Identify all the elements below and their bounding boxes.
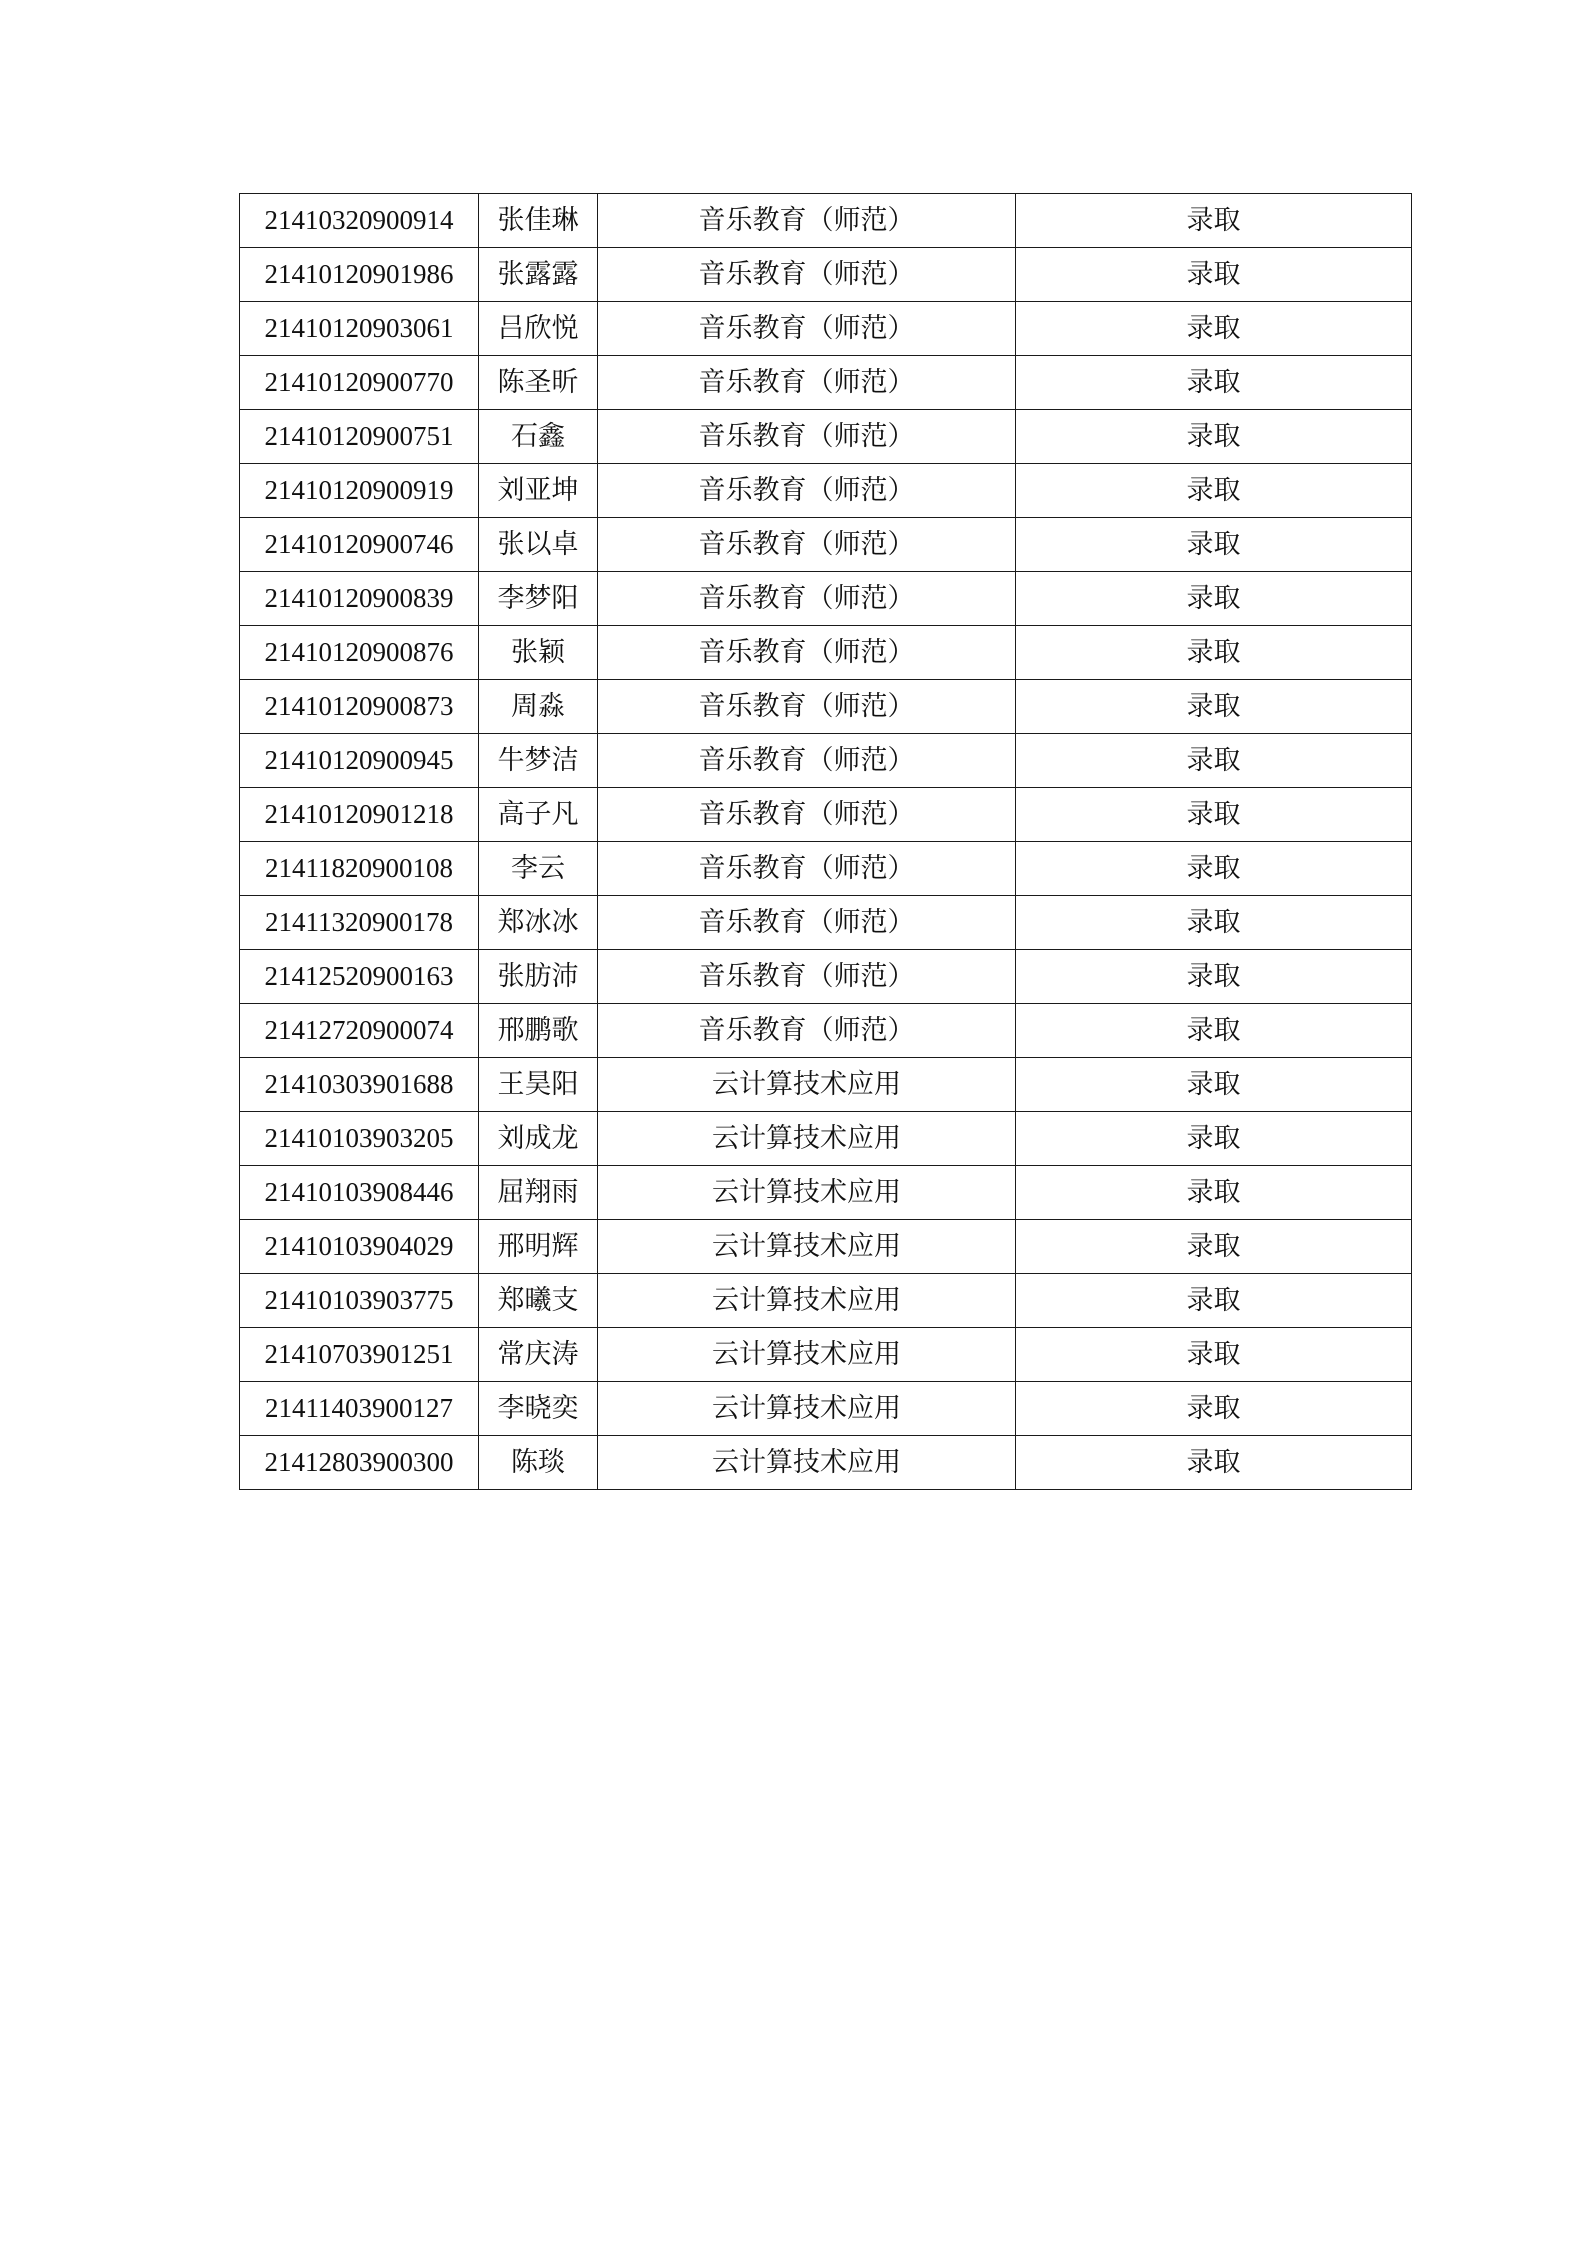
candidate-name-cell: 张露露 [479, 248, 598, 302]
major-cell: 音乐教育（师范） [598, 356, 1016, 410]
table-row [240, 572, 1412, 626]
candidate-id-cell: 21412720900074 [240, 1004, 479, 1058]
candidate-name-cell: 张佳琳 [479, 194, 598, 248]
candidate-id-cell: 21410120903061 [240, 302, 479, 356]
admission-result-cell: 录取 [1016, 248, 1412, 302]
table-row [240, 356, 1412, 410]
major-cell: 音乐教育（师范） [598, 194, 1016, 248]
candidate-id-cell: 21410120900839 [240, 572, 479, 626]
candidate-id-cell: 21410120900770 [240, 356, 479, 410]
table-row [240, 194, 1412, 248]
candidate-name-cell: 李云 [479, 842, 598, 896]
major-cell: 音乐教育（师范） [598, 626, 1016, 680]
table-row [240, 1382, 1412, 1436]
candidate-name-cell: 刘亚坤 [479, 464, 598, 518]
admission-result-cell: 录取 [1016, 626, 1412, 680]
admission-result-cell: 录取 [1016, 896, 1412, 950]
candidate-name-cell: 邢明辉 [479, 1220, 598, 1274]
table-row [240, 626, 1412, 680]
candidate-id-cell: 21410120900746 [240, 518, 479, 572]
admission-result-cell: 录取 [1016, 1436, 1412, 1490]
major-cell: 云计算技术应用 [598, 1058, 1016, 1112]
major-cell: 云计算技术应用 [598, 1112, 1016, 1166]
major-cell: 云计算技术应用 [598, 1220, 1016, 1274]
table-row [240, 1058, 1412, 1112]
candidate-name-cell: 高子凡 [479, 788, 598, 842]
admission-table-body [240, 194, 1412, 1490]
candidate-id-cell: 21410120900876 [240, 626, 479, 680]
admission-result-cell: 录取 [1016, 1382, 1412, 1436]
table-row [240, 1166, 1412, 1220]
admission-result-cell: 录取 [1016, 302, 1412, 356]
major-cell: 音乐教育（师范） [598, 896, 1016, 950]
candidate-name-cell: 张肪沛 [479, 950, 598, 1004]
candidate-id-cell: 21411820900108 [240, 842, 479, 896]
candidate-name-cell: 常庆涛 [479, 1328, 598, 1382]
candidate-name-cell: 郑冰冰 [479, 896, 598, 950]
major-cell: 音乐教育（师范） [598, 518, 1016, 572]
candidate-id-cell: 21410120900919 [240, 464, 479, 518]
candidate-name-cell: 张颖 [479, 626, 598, 680]
table-row [240, 896, 1412, 950]
candidate-name-cell: 屈翔雨 [479, 1166, 598, 1220]
admission-result-cell: 录取 [1016, 1004, 1412, 1058]
major-cell: 音乐教育（师范） [598, 1004, 1016, 1058]
major-cell: 音乐教育（师范） [598, 950, 1016, 1004]
table-row [240, 680, 1412, 734]
candidate-name-cell: 邢鹏歌 [479, 1004, 598, 1058]
admission-result-cell: 录取 [1016, 1220, 1412, 1274]
major-cell: 云计算技术应用 [598, 1166, 1016, 1220]
major-cell: 音乐教育（师范） [598, 410, 1016, 464]
table-row [240, 302, 1412, 356]
admission-result-cell: 录取 [1016, 1274, 1412, 1328]
major-cell: 音乐教育（师范） [598, 302, 1016, 356]
candidate-name-cell: 陈圣昕 [479, 356, 598, 410]
major-cell: 云计算技术应用 [598, 1328, 1016, 1382]
admission-result-cell: 录取 [1016, 788, 1412, 842]
table-row [240, 842, 1412, 896]
major-cell: 音乐教育（师范） [598, 680, 1016, 734]
candidate-name-cell: 陈琰 [479, 1436, 598, 1490]
table-row [240, 410, 1412, 464]
candidate-name-cell: 张以卓 [479, 518, 598, 572]
candidate-name-cell: 牛梦洁 [479, 734, 598, 788]
major-cell: 云计算技术应用 [598, 1274, 1016, 1328]
candidate-id-cell: 21411320900178 [240, 896, 479, 950]
candidate-name-cell: 郑曦支 [479, 1274, 598, 1328]
table-row [240, 1112, 1412, 1166]
candidate-id-cell: 21410120900751 [240, 410, 479, 464]
candidate-name-cell: 王昊阳 [479, 1058, 598, 1112]
admission-result-cell: 录取 [1016, 1058, 1412, 1112]
table-row [240, 248, 1412, 302]
candidate-id-cell: 21410120900873 [240, 680, 479, 734]
admission-result-cell: 录取 [1016, 410, 1412, 464]
admission-result-cell: 录取 [1016, 518, 1412, 572]
table-row [240, 464, 1412, 518]
admission-result-cell: 录取 [1016, 1166, 1412, 1220]
admission-result-cell: 录取 [1016, 842, 1412, 896]
candidate-id-cell: 21410120901218 [240, 788, 479, 842]
admission-result-cell: 录取 [1016, 1328, 1412, 1382]
admission-result-cell: 录取 [1016, 464, 1412, 518]
candidate-name-cell: 石鑫 [479, 410, 598, 464]
admission-result-cell: 录取 [1016, 734, 1412, 788]
candidate-id-cell: 21410703901251 [240, 1328, 479, 1382]
candidate-id-cell: 21412803900300 [240, 1436, 479, 1490]
table-row [240, 1220, 1412, 1274]
table-row [240, 788, 1412, 842]
candidate-id-cell: 21411403900127 [240, 1382, 479, 1436]
candidate-id-cell: 21410103903775 [240, 1274, 479, 1328]
admission-result-cell: 录取 [1016, 950, 1412, 1004]
table-row [240, 950, 1412, 1004]
major-cell: 音乐教育（师范） [598, 788, 1016, 842]
admission-result-cell: 录取 [1016, 680, 1412, 734]
candidate-id-cell: 21412520900163 [240, 950, 479, 1004]
major-cell: 音乐教育（师范） [598, 842, 1016, 896]
table-row [240, 1004, 1412, 1058]
major-cell: 音乐教育（师范） [598, 572, 1016, 626]
candidate-id-cell: 21410103908446 [240, 1166, 479, 1220]
candidate-id-cell: 21410103903205 [240, 1112, 479, 1166]
major-cell: 音乐教育（师范） [598, 464, 1016, 518]
admission-result-cell: 录取 [1016, 356, 1412, 410]
candidate-name-cell: 刘成龙 [479, 1112, 598, 1166]
admission-result-cell: 录取 [1016, 1112, 1412, 1166]
admission-result-cell: 录取 [1016, 572, 1412, 626]
major-cell: 云计算技术应用 [598, 1382, 1016, 1436]
candidate-name-cell: 周淼 [479, 680, 598, 734]
candidate-id-cell: 21410103904029 [240, 1220, 479, 1274]
candidate-id-cell: 21410320900914 [240, 194, 479, 248]
candidate-id-cell: 21410120900945 [240, 734, 479, 788]
candidate-id-cell: 21410120901986 [240, 248, 479, 302]
admission-result-cell: 录取 [1016, 194, 1412, 248]
major-cell: 云计算技术应用 [598, 1436, 1016, 1490]
table-row [240, 1328, 1412, 1382]
table-row [240, 518, 1412, 572]
candidate-name-cell: 李晓奕 [479, 1382, 598, 1436]
candidate-id-cell: 21410303901688 [240, 1058, 479, 1112]
table-row [240, 1436, 1412, 1490]
major-cell: 音乐教育（师范） [598, 248, 1016, 302]
candidate-name-cell: 李梦阳 [479, 572, 598, 626]
table-row [240, 1274, 1412, 1328]
admission-table [239, 193, 1412, 1490]
table-row [240, 734, 1412, 788]
candidate-name-cell: 吕欣悦 [479, 302, 598, 356]
major-cell: 音乐教育（师范） [598, 734, 1016, 788]
